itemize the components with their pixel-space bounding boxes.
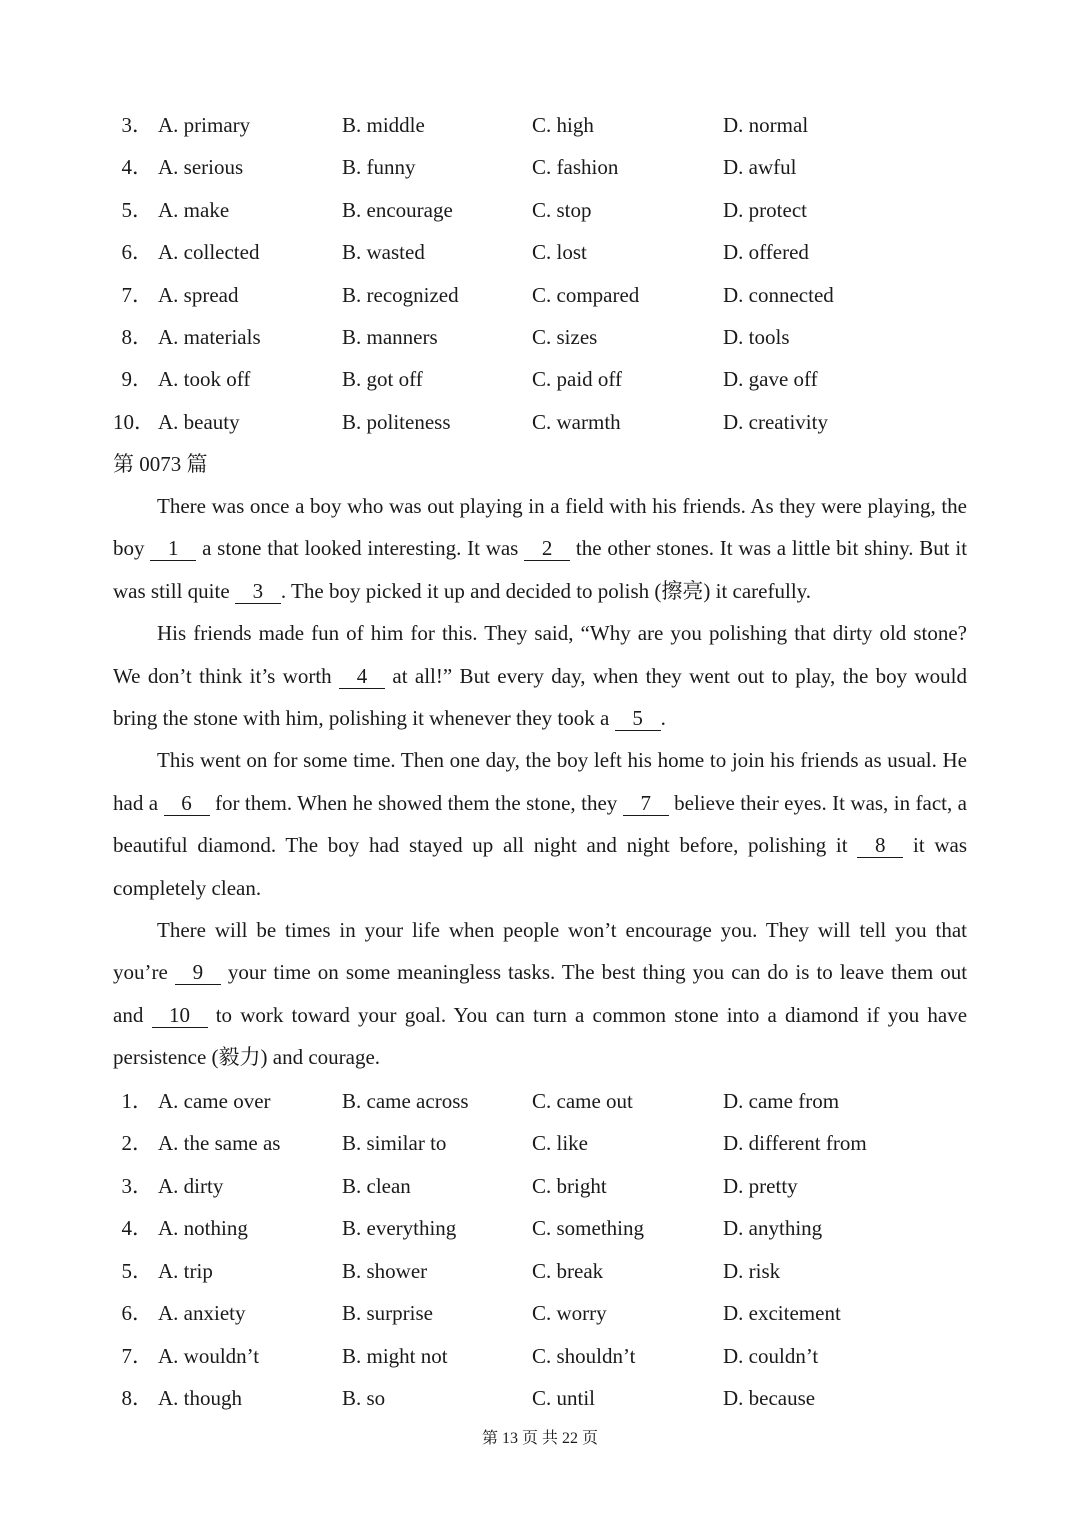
option-d: D. anything (723, 1216, 823, 1240)
question-number: 4． (121, 155, 153, 179)
option-a: A. trip (158, 1259, 213, 1283)
option-a: A. serious (158, 155, 244, 179)
option-b: B. got off (342, 367, 423, 391)
option-c: C. came out (532, 1089, 633, 1113)
option-c: C. lost (532, 240, 587, 264)
question-number: 7． (121, 1344, 153, 1368)
passage-text: . The boy picked it up and decided to polish (擦亮) it carefully. (280, 578, 812, 603)
option-row (0, 1128, 1080, 1158)
option-d: D. tools (723, 325, 790, 349)
option-b: B. shower (342, 1259, 428, 1283)
passage-text: the other stones. It was a little bit shiny. But it was still quite (113, 536, 968, 603)
passage-text: it was completely clean. (113, 833, 968, 900)
question-number: 7． (121, 283, 153, 307)
option-a: A. though (158, 1386, 242, 1410)
option-row (0, 1298, 1080, 1328)
option-d: D. because (723, 1386, 816, 1410)
passage-text: This went on for some time. Then one day, the boy left his home to join his friends as usual. He had a (113, 748, 967, 815)
question-number: 2． (121, 1131, 153, 1155)
passage-text: There will be times in your life when people won’t encourage you. They will tell you that you’re (113, 918, 967, 985)
option-a: A. make (158, 198, 230, 222)
option-row (0, 322, 1080, 352)
passage-text: His friends made fun of him for this. They said, “Why are you polishing that dirty old stone? We don’t think it’s worth (113, 621, 967, 688)
blank: 3 (235, 579, 281, 604)
passage-paragraph (113, 612, 967, 739)
passage-text: to work toward your goal. You can turn a common stone into a diamond if you have persistence (毅力) and courage. (113, 1002, 968, 1070)
option-row (0, 1086, 1080, 1116)
option-c: C. like (532, 1131, 588, 1155)
option-a: A. collected (158, 240, 260, 264)
option-a: A. came over (158, 1089, 271, 1113)
question-number: 5． (121, 198, 153, 222)
option-d: D. offered (723, 240, 809, 264)
blank: 1 (150, 536, 196, 561)
option-row (0, 110, 1080, 140)
option-c: C. worry (532, 1301, 607, 1325)
option-d: D. gave off (723, 367, 818, 391)
option-a: A. spread (158, 283, 239, 307)
question-number: 8． (121, 325, 153, 349)
blank: 8 (857, 833, 903, 858)
question-number: 10． (113, 410, 155, 434)
option-a: A. nothing (158, 1216, 248, 1240)
blank: 10 (152, 1003, 208, 1028)
option-b: B. so (342, 1386, 386, 1410)
option-a: A. anxiety (158, 1301, 246, 1325)
option-b: B. came across (342, 1089, 469, 1113)
passage-text: There was once a boy who was out playing in a field with his friends. As they were playing, the boy (113, 494, 967, 561)
option-c: C. high (532, 113, 594, 137)
option-row (0, 237, 1080, 267)
option-d: D. connected (723, 283, 834, 307)
option-c: C. something (532, 1216, 645, 1240)
option-c: C. paid off (532, 367, 623, 391)
section-heading: 第 0073 篇 (113, 452, 208, 476)
option-d: D. awful (723, 155, 797, 179)
option-row (0, 364, 1080, 394)
question-number: 6． (121, 1301, 153, 1325)
option-d: D. excitement (723, 1301, 841, 1325)
passage-text: believe their eyes. It was, in fact, a beautiful diamond. The boy had stayed up all night and night before, polishing it (113, 790, 967, 858)
option-b: B. funny (342, 155, 416, 179)
option-b: B. encourage (342, 198, 453, 222)
blank: 2 (524, 536, 570, 561)
option-c: C. sizes (532, 325, 598, 349)
option-c: C. bright (532, 1174, 607, 1198)
option-b: B. surprise (342, 1301, 433, 1325)
option-a: A. took off (158, 367, 251, 391)
option-c: C. until (532, 1386, 596, 1410)
option-d: D. came from (723, 1089, 840, 1113)
blank: 9 (175, 960, 221, 985)
option-b: B. middle (342, 113, 425, 137)
option-c: C. shouldn’t (532, 1344, 636, 1368)
blank: 5 (615, 706, 661, 731)
passage-paragraph (113, 485, 967, 612)
option-row (0, 1171, 1080, 1201)
option-d: D. pretty (723, 1174, 798, 1198)
question-number: 3． (121, 113, 153, 137)
option-a: A. wouldn’t (158, 1344, 260, 1368)
question-number: 1． (121, 1089, 153, 1113)
option-b: B. similar to (342, 1131, 447, 1155)
passage-text: for them. When he showed them the stone, they (214, 790, 618, 815)
passage-text: a stone that looked interesting. It was (202, 536, 519, 561)
option-d: D. different from (723, 1131, 867, 1155)
question-number: 3． (121, 1174, 153, 1198)
option-b: B. might not (342, 1344, 448, 1368)
question-number: 4． (121, 1216, 153, 1240)
question-number: 9． (121, 367, 153, 391)
option-b: B. recognized (342, 283, 459, 307)
option-b: B. clean (342, 1174, 411, 1198)
option-a: A. dirty (158, 1174, 224, 1198)
question-number: 6． (121, 240, 153, 264)
page-footer: 第 13 页 共 22 页 (481, 1430, 598, 1447)
option-row (0, 280, 1080, 310)
option-row (0, 1256, 1080, 1286)
blank: 6 (164, 791, 210, 816)
option-b: B. politeness (342, 410, 451, 434)
option-d: D. creativity (723, 410, 828, 434)
option-c: C. stop (532, 198, 592, 222)
option-a: A. materials (158, 325, 261, 349)
option-row (0, 1383, 1080, 1413)
option-c: C. compared (532, 283, 640, 307)
option-b: B. everything (342, 1216, 457, 1240)
option-d: D. risk (723, 1259, 781, 1283)
blank: 7 (623, 791, 669, 816)
option-c: C. warmth (532, 410, 621, 434)
passage-paragraph (113, 739, 967, 909)
option-b: B. wasted (342, 240, 425, 264)
option-a: A. primary (158, 113, 251, 137)
option-row (0, 152, 1080, 182)
question-number: 8． (121, 1386, 153, 1410)
option-b: B. manners (342, 325, 438, 349)
passage (113, 485, 967, 1079)
passage-text: . (660, 706, 666, 731)
option-c: C. fashion (532, 155, 619, 179)
option-d: D. normal (723, 113, 809, 137)
option-row (0, 1341, 1080, 1371)
option-row (0, 195, 1080, 225)
option-a: A. beauty (158, 410, 240, 434)
passage-paragraph (113, 909, 967, 1079)
blank: 4 (339, 664, 385, 689)
option-row (0, 407, 1080, 437)
passage-text: your time on some meaningless tasks. The best thing you can do is to leave them out and (113, 960, 968, 1027)
option-a: A. the same as (158, 1131, 281, 1155)
passage-text: at all!” But every day, when they went out to play, the boy would bring the stone with him, polishing it whenever they took a (113, 663, 967, 731)
question-number: 5． (121, 1259, 153, 1283)
option-d: D. couldn’t (723, 1344, 819, 1368)
option-d: D. protect (723, 198, 807, 222)
option-row (0, 1213, 1080, 1243)
option-c: C. break (532, 1259, 604, 1283)
